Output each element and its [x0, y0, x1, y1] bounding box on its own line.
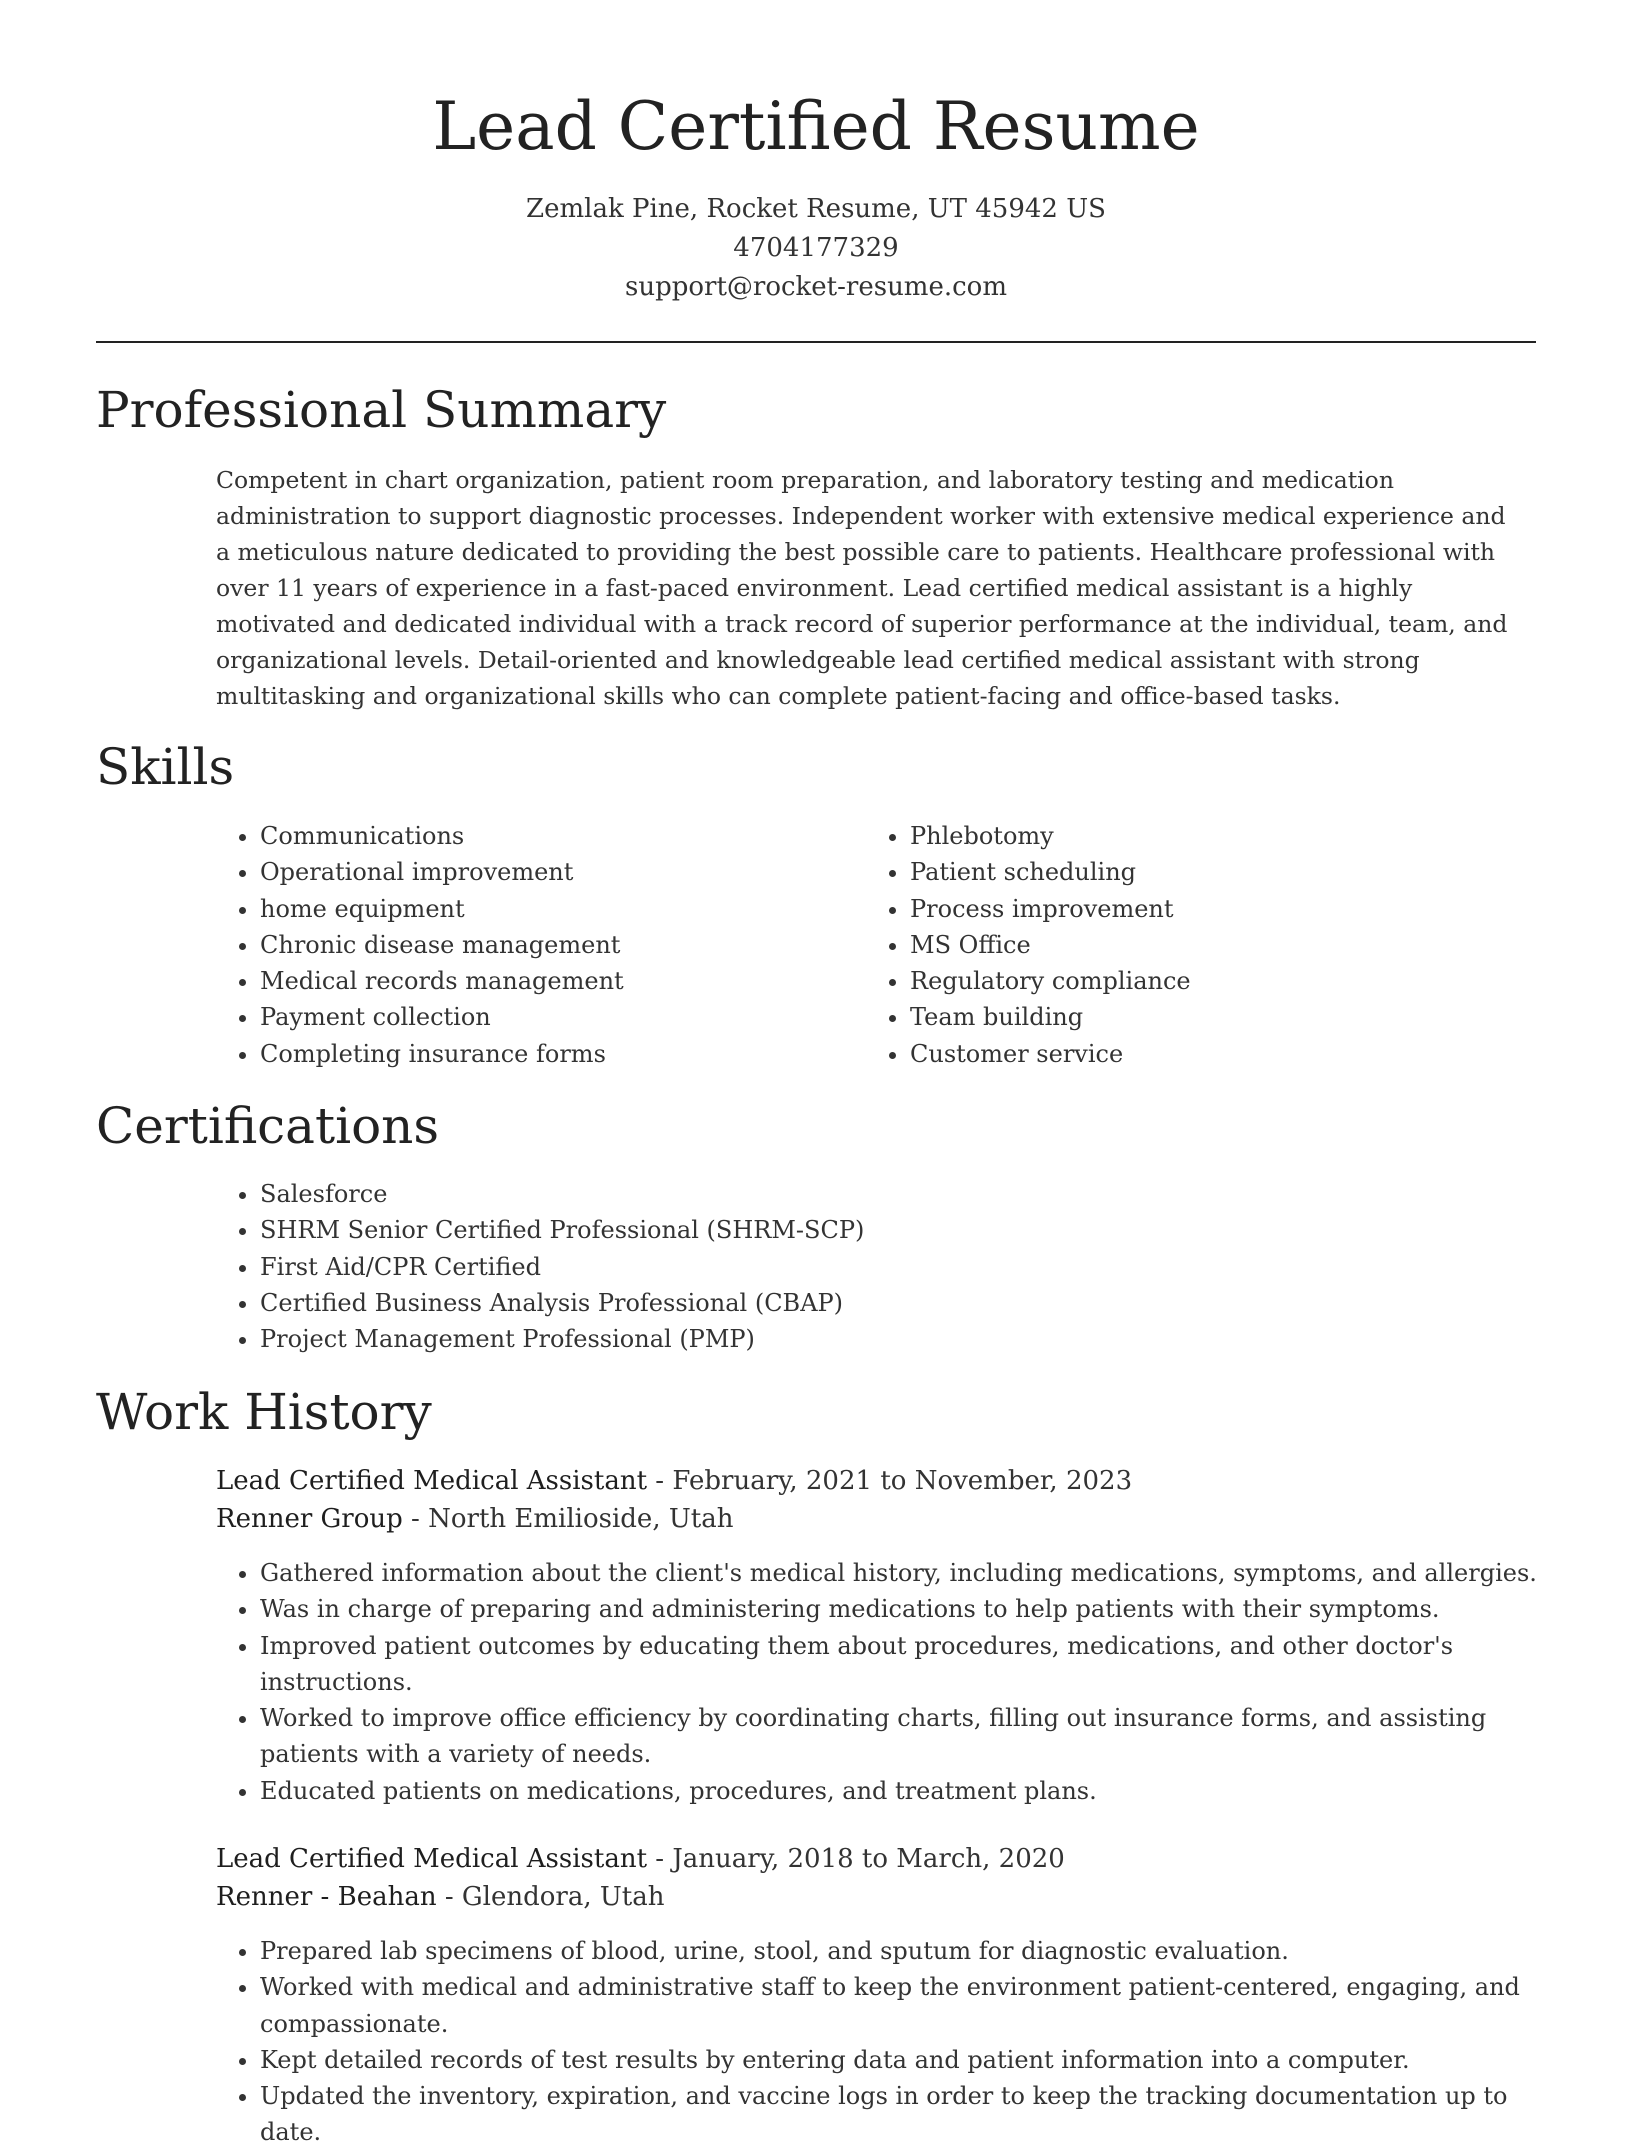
list-item: • Patient scheduling [910, 854, 1550, 890]
list-item: • Team building [910, 999, 1550, 1035]
resume-title: Lead Certified Resume [432, 88, 1200, 165]
job-bullets [216, 1555, 1560, 1809]
job-dates: January, 2018 to March, 2020 [672, 1844, 1065, 1874]
list-item: • Project Management Professional (PMP) [260, 1321, 1560, 1357]
list-item: • SHRM Senior Certified Professional (SHRM-SCP) [260, 1212, 1560, 1248]
job-dates: February, 2021 to November, 2023 [672, 1466, 1133, 1496]
job-location: North Emilioside, Utah [428, 1504, 734, 1534]
job-company: Renner - Beahan [216, 1882, 437, 1912]
list-item: • Salesforce [260, 1176, 1560, 1212]
list-item: • Completing insurance forms [260, 1036, 860, 1072]
contact-address: Zemlak Pine, Rocket Resume, UT 45942 US [526, 194, 1106, 224]
job-location: Glendora, Utah [461, 1882, 665, 1912]
list-item: • home equipment [260, 891, 860, 927]
list-item: • Regulatory compliance [910, 963, 1550, 999]
certifications-list [216, 1176, 1560, 1357]
job-title: Lead Certified Medical Assistant [216, 1844, 648, 1874]
section-title-summary: Professional Summary [96, 381, 667, 439]
list-item: • Gathered information about the client's medical history, including medications, symptoms, and allergies. [260, 1555, 1560, 1591]
skills-list-right [866, 818, 1550, 1072]
list-item: • Certified Business Analysis Professional (CBAP) [260, 1285, 1560, 1321]
list-item: • Improved patient outcomes by educating them about procedures, medications, and other doctor's instructions. [260, 1628, 1560, 1701]
summary-text: Competent in chart organization, patient room preparation, and laboratory testing and medication administration to support diagnostic processes. Independent worker with extensive medical experience and a meticulous nature dedicated to providing the best possible care to patients. Healthcare professional with over 11 years of experience in a fast-paced environment. Lead certified medical assistant is a highly motivated and dedicated individual with a track record of superior performance at the individual, team, and organizational levels. Detail-oriented and knowledgeable lead certified medical assistant with strong multitasking and organizational skills who can complete patient-facing and office-based tasks. [216, 466, 1508, 710]
job-title-line: Lead Certified Medical Assistant - January, 2018 to March, 2020 [216, 1844, 1065, 1874]
job-company-line: Renner - Beahan - Glendora, Utah [216, 1882, 665, 1912]
list-item: • Was in charge of preparing and administering medications to help patients with their symptoms. [260, 1591, 1560, 1627]
contact-phone: 4704177329 [733, 233, 899, 263]
list-item: • Updated the inventory, expiration, and vaccine logs in order to keep the tracking documentation up to date. [260, 2078, 1560, 2151]
list-item: • Payment collection [260, 999, 860, 1035]
list-item: • First Aid/CPR Certified [260, 1249, 1560, 1285]
job-header [216, 1840, 1526, 1916]
section-title-work-history: Work History [96, 1383, 432, 1441]
header-divider [96, 341, 1536, 343]
list-item: • Process improvement [910, 891, 1550, 927]
list-item: • Operational improvement [260, 854, 860, 890]
list-item: • Medical records management [260, 963, 860, 999]
contact-block [0, 190, 1632, 307]
list-item: • Educated patients on medications, procedures, and treatment plans. [260, 1773, 1560, 1809]
job-bullets [216, 1933, 1560, 2151]
list-item: • Communications [260, 818, 860, 854]
list-item: • Worked with medical and administrative staff to keep the environment patient-centered, engaging, and compassionate. [260, 1969, 1560, 2042]
section-title-skills: Skills [96, 738, 235, 796]
job-company-line: Renner Group - North Emilioside, Utah [216, 1504, 734, 1534]
job-company: Renner Group [216, 1504, 403, 1534]
list-item: • MS Office [910, 927, 1550, 963]
list-item: • Worked to improve office efficiency by coordinating charts, filling out insurance forms, and assisting patients with a variety of needs. [260, 1700, 1560, 1773]
skills-list-left [216, 818, 860, 1072]
section-title-certifications: Certifications [96, 1097, 440, 1155]
contact-email: support@rocket-resume.com [624, 272, 1007, 302]
list-item: • Chronic disease management [260, 927, 860, 963]
list-item: • Phlebotomy [910, 818, 1550, 854]
job-header [216, 1462, 1526, 1538]
job-title-line: Lead Certified Medical Assistant - February, 2021 to November, 2023 [216, 1466, 1133, 1496]
list-item: • Kept detailed records of test results by entering data and patient information into a computer. [260, 2042, 1560, 2078]
list-item: • Prepared lab specimens of blood, urine, stool, and sputum for diagnostic evaluation. [260, 1933, 1560, 1969]
job-title: Lead Certified Medical Assistant [216, 1466, 648, 1496]
list-item: • Customer service [910, 1036, 1550, 1072]
